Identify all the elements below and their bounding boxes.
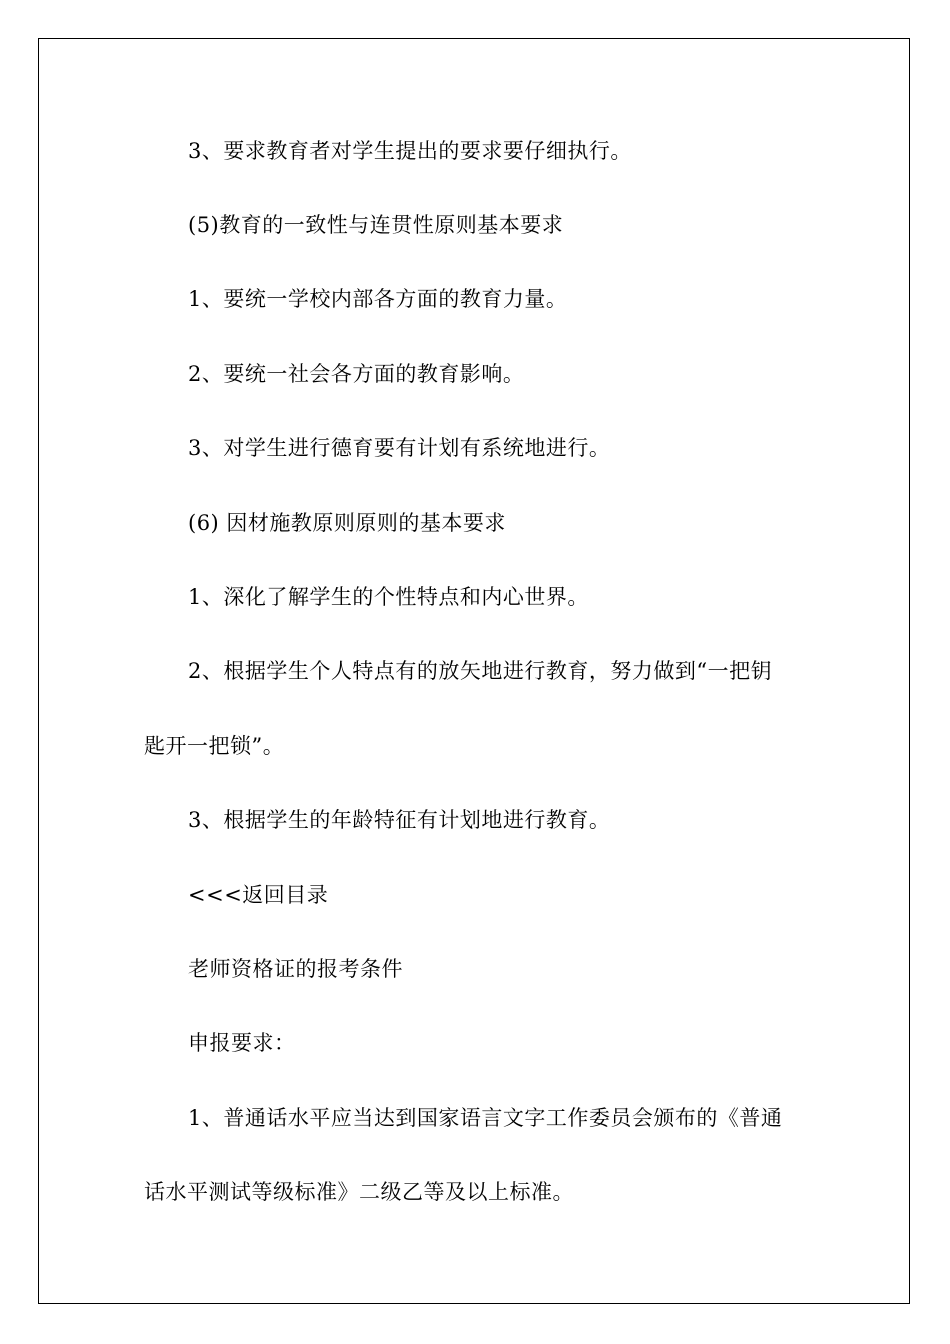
section-heading: 老师资格证的报考条件 xyxy=(188,957,403,981)
text-line: 3、要求教育者对学生提出的要求要仔细执行。 xyxy=(188,139,632,163)
section-heading: (6) 因材施教原则原则的基本要求 xyxy=(188,511,506,535)
text-line: 1、要统一学校内部各方面的教育力量。 xyxy=(188,287,568,311)
text-line: 2、根据学生个人特点有的放矢地进行教育，努力做到“一把钥 xyxy=(188,659,773,683)
text-line: 1、普通话水平应当达到国家语言文字工作委员会颁布的《普通 xyxy=(188,1106,783,1130)
text-line-continuation: 话水平测试等级标准》二级乙等及以上标准。 xyxy=(144,1180,574,1204)
text-line: 申报要求： xyxy=(188,1031,296,1055)
back-to-toc-link[interactable]: <<<返回目录 xyxy=(188,883,329,907)
text-line-continuation: 匙开一把锁”。 xyxy=(144,734,285,758)
text-line: 3、对学生进行德育要有计划有系统地进行。 xyxy=(188,436,611,460)
text-line: 2、要统一社会各方面的教育影响。 xyxy=(188,362,525,386)
section-heading: (5)教育的一致性与连贯性原则基本要求 xyxy=(188,213,564,237)
text-line: 3、根据学生的年龄特征有计划地进行教育。 xyxy=(188,808,611,832)
text-line: 1、深化了解学生的个性特点和内心世界。 xyxy=(188,585,589,609)
